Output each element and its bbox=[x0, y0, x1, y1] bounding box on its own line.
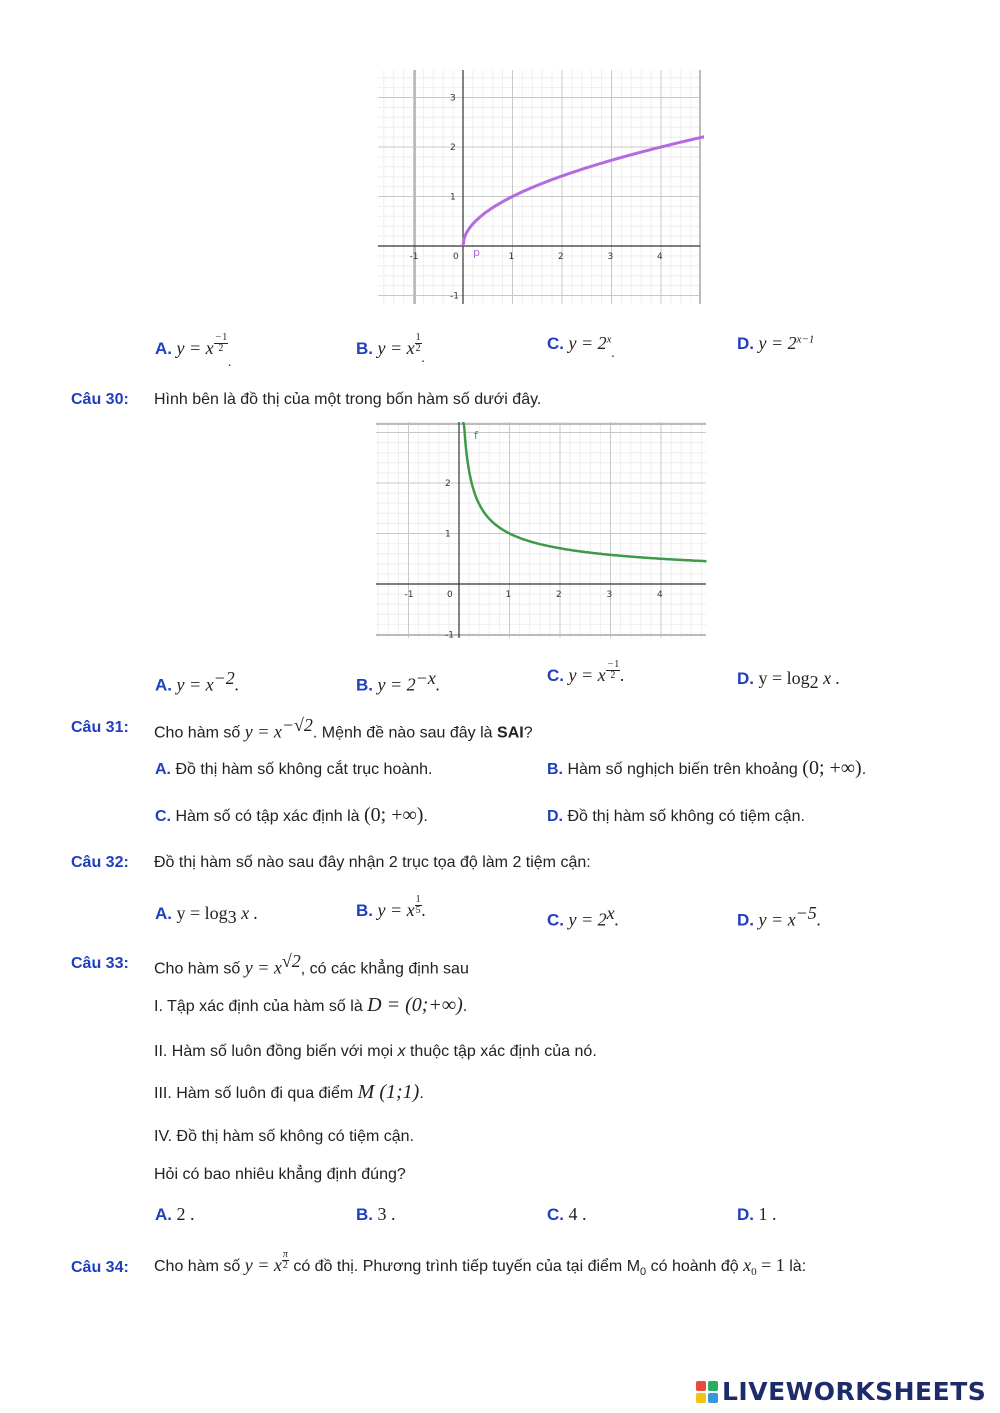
curve-label: p bbox=[473, 246, 480, 259]
x-tick-label: 2 bbox=[556, 590, 562, 600]
q32-option-c[interactable]: C. $y = 2^x$. bbox=[547, 903, 620, 930]
q32-text: Đồ thị hàm số nào sau đây nhận 2 trục tọa độ làm 2 tiệm cận: bbox=[154, 854, 591, 871]
q32-option-d[interactable]: D. $y = x^{-5}$. bbox=[737, 903, 822, 930]
logo-text: LIVEWORKSHEETS bbox=[722, 1377, 987, 1406]
x-tick-label: -1 bbox=[404, 590, 414, 600]
q29-option-d[interactable]: D. $y = 2^{x-1}$ bbox=[737, 333, 815, 353]
tick-labels bbox=[410, 94, 664, 302]
logo-icon bbox=[696, 1381, 718, 1403]
logo-square bbox=[696, 1393, 706, 1403]
q29-option-a[interactable]: A. y = x $\frac{-1}{2}$ . bbox=[155, 332, 232, 370]
grid bbox=[378, 70, 700, 304]
q32-label: Câu 32: bbox=[71, 854, 129, 871]
q33-option-a[interactable]: A. 2 . bbox=[155, 1204, 195, 1224]
q31-stem: Cho hàm số $y = x^{-√2}$. Mệnh đề nào sau đây là SAI? bbox=[154, 715, 533, 742]
liveworksheets-logo bbox=[696, 1377, 986, 1406]
q31-label: Câu 31: bbox=[71, 719, 129, 736]
q30-text: Hình bên là đồ thị của một trong bốn hàm số dưới đây. bbox=[154, 391, 542, 408]
q33-label: Câu 33: bbox=[71, 955, 129, 972]
q33-option-b[interactable]: B. 3 . bbox=[356, 1204, 396, 1224]
y-tick-label: -1 bbox=[450, 291, 459, 302]
q32-option-a[interactable]: A. $y = \log_3 x$ . bbox=[155, 903, 259, 928]
q29-option-c[interactable]: C. $y = 2^x$. bbox=[547, 333, 615, 361]
q33-option-d[interactable]: D. 1 . bbox=[737, 1204, 777, 1224]
q31-option-c[interactable]: C. Hàm số có tập xác định là (0; +∞). bbox=[155, 804, 428, 826]
q30-option-a[interactable]: A. $y = x^{-2}$. bbox=[155, 668, 240, 695]
graph-sqrt bbox=[378, 70, 704, 306]
x-tick-label: 0 bbox=[453, 252, 459, 262]
x-tick-label: 1 bbox=[508, 252, 515, 262]
q30-option-c[interactable]: C. y = x $\frac{-1}{2}$ . bbox=[547, 659, 625, 685]
graph-hyperbolic bbox=[376, 422, 708, 640]
x-tick-label: 3 bbox=[606, 590, 613, 600]
y-tick-label: 1 bbox=[450, 192, 456, 203]
x-tick-label: 0 bbox=[447, 590, 453, 600]
q31-option-d[interactable]: D. Đồ thị hàm số không có tiệm cận. bbox=[547, 808, 805, 825]
q30-option-b[interactable]: B. $y = 2^{-x}$. bbox=[356, 668, 441, 695]
curve-label: f bbox=[474, 429, 478, 442]
exp-num: −1 bbox=[607, 659, 620, 670]
q33-question: Hỏi có bao nhiêu khẳng định đúng? bbox=[154, 1166, 406, 1183]
logo-square bbox=[708, 1393, 718, 1403]
q33-statement-3: III. Hàm số luôn đi qua điểm M (1;1). bbox=[154, 1081, 424, 1103]
q33-option-c[interactable]: C. 4 . bbox=[547, 1204, 587, 1224]
q30-option-d[interactable]: D. $y = \log_2 x$ . bbox=[737, 668, 841, 693]
q33-statement-4: IV. Đồ thị hàm số không có tiệm cận. bbox=[154, 1128, 414, 1145]
q34-stem: Cho hàm số y = x $\frac{\pi}{2}$ có đồ thị. Phương trình tiếp tuyến của tại điểm $M_0$ có hoành độ $x_0 = 1$ là: bbox=[154, 1249, 807, 1278]
logo-square bbox=[708, 1381, 718, 1391]
q30-label: Câu 30: bbox=[71, 391, 129, 408]
q34-label: Câu 34: bbox=[71, 1259, 129, 1276]
logo-square bbox=[696, 1381, 706, 1391]
x-tick-label: 4 bbox=[657, 252, 663, 262]
y-tick-label: 1 bbox=[445, 529, 451, 540]
q29-option-b[interactable]: B. y = x $\frac{1}{2}$ . bbox=[356, 332, 426, 366]
y-tick-label: 3 bbox=[450, 93, 456, 104]
y-tick-label: -1 bbox=[445, 630, 454, 640]
x-tick-label: 4 bbox=[657, 590, 663, 600]
q31-option-a[interactable]: A. Đồ thị hàm số không cắt trục hoành. bbox=[155, 761, 433, 778]
y-tick-label: 2 bbox=[445, 479, 451, 489]
q33-statement-2: II. Hàm số luôn đồng biến với mọi x thuộc tập xác định của nó. bbox=[154, 1043, 597, 1060]
q31-option-b[interactable]: B. Hàm số nghịch biến trên khoảng (0; +∞). bbox=[547, 757, 867, 779]
x-tick-label: 1 bbox=[505, 590, 512, 600]
q32-option-b[interactable]: B. y = x $\frac{1}{5}$ . bbox=[356, 894, 427, 920]
y-tick-label: 2 bbox=[450, 143, 456, 153]
exp-num: −1 bbox=[215, 332, 228, 343]
grid bbox=[376, 422, 706, 638]
x-tick-label: 3 bbox=[607, 252, 614, 262]
q33-statement-1: I. Tập xác định của hàm số là D = (0;+∞). bbox=[154, 994, 468, 1016]
x-tick-label: -1 bbox=[409, 252, 419, 262]
curve-p bbox=[463, 136, 704, 246]
q33-stem: Cho hàm số $y = x^{√2}$, có các khẳng định sau bbox=[154, 951, 469, 978]
x-tick-label: 2 bbox=[558, 252, 564, 262]
